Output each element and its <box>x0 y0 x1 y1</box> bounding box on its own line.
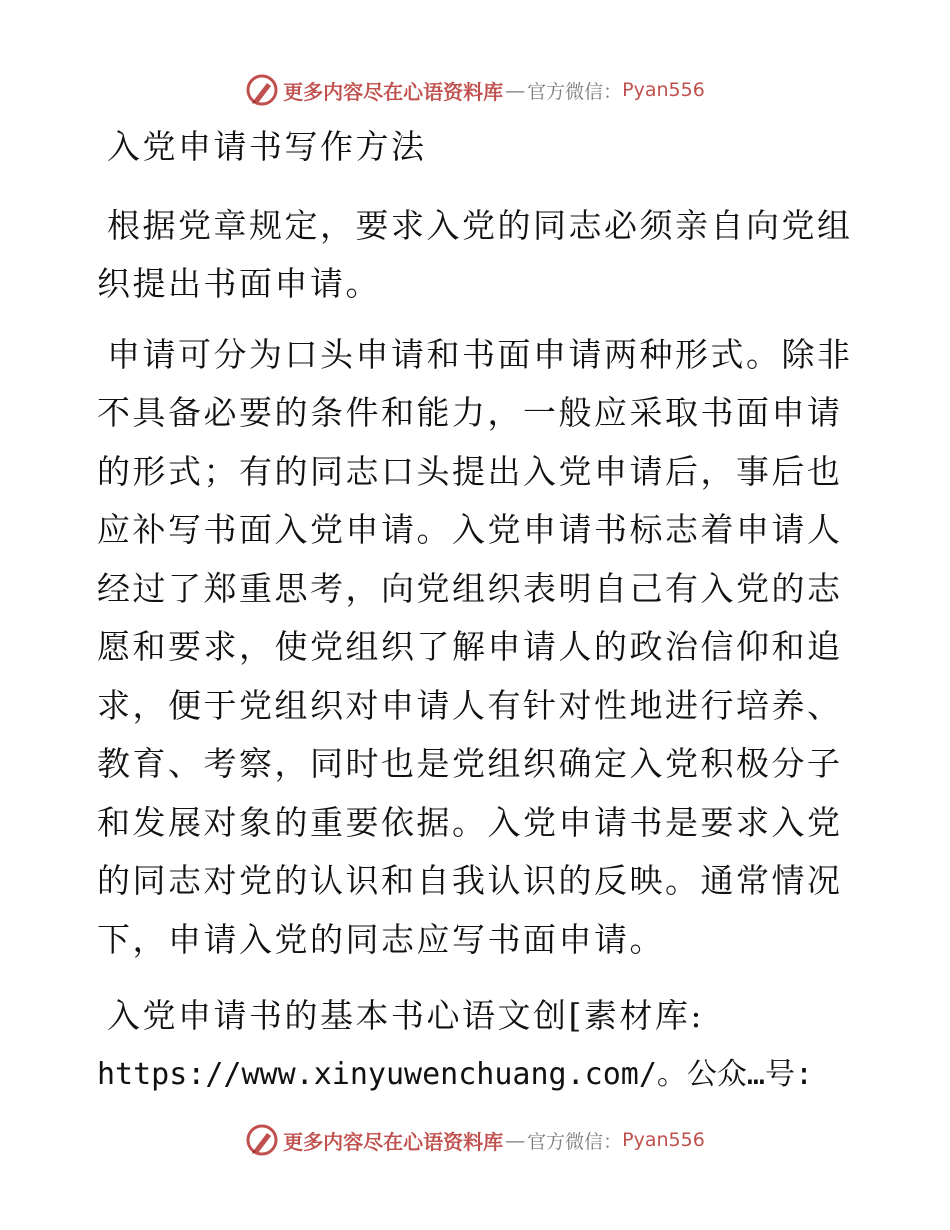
paragraph-1: 根据党章规定，要求入党的同志必须亲自向党组织提出书面申请。 <box>97 205 853 303</box>
banner-dash: — <box>505 1128 526 1152</box>
paragraph-3: 入党申请书的基本书心语文创[素材库: <box>107 996 704 1035</box>
banner-official-label: 官方微信： <box>527 1130 623 1153</box>
banner-slogan: 更多内容尽在心语资料库 <box>283 79 504 104</box>
banner-wechat-id: Pyan556 <box>622 1129 705 1151</box>
banner-dash: — <box>505 78 526 102</box>
header-banner <box>0 70 950 110</box>
banner-slogan: 更多内容尽在心语资料库 <box>283 1129 504 1154</box>
paragraph-3-url-line: https://www.xinyuwenchuang.com/。公众…号: <box>97 1056 814 1092</box>
paragraph-2: 申请可分为口头申请和书面申请两种形式。除非不具备必要的条件和能力，一般应采取书面申请的形式；有的同志口头提出入党申请后，事后也应补写书面入党申请。入党申请书标志着申请人经过了郑重思考，向党组织表明自己有入党的志愿和要求，使党组织了解申请人的政治信仰和追求，便于党组织对申请人有针对性地进行培养、教育、考察，同时也是党组织确定入党积极分子和发展对象的重要依据。入党申请书是要求入党的同志对党的认识和自我认识的反映。通常情况下，申请入党的同志应写书面申请。 <box>97 334 853 959</box>
pen-logo-icon <box>245 73 279 107</box>
pen-logo-icon <box>245 1123 279 1157</box>
footer-banner <box>0 1120 950 1160</box>
document-body <box>97 118 857 1104</box>
banner-official-label: 官方微信： <box>527 80 623 103</box>
banner-wechat-id: Pyan556 <box>622 79 705 101</box>
document-title: 入党申请书写作方法 <box>107 127 427 166</box>
